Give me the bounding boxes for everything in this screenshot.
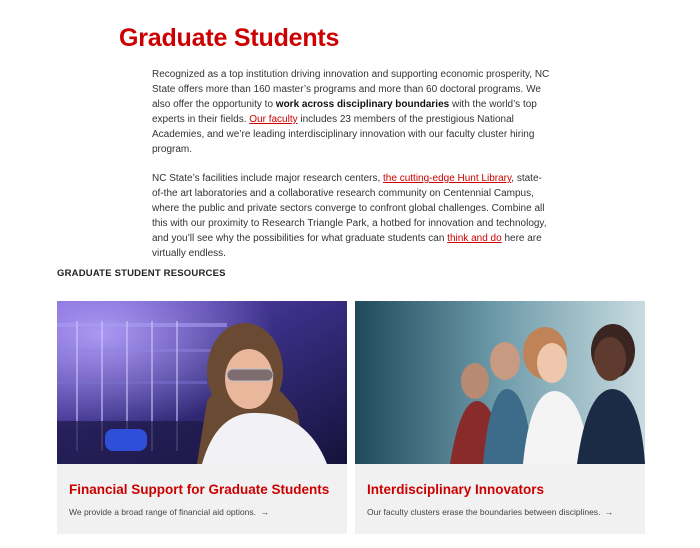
card-title[interactable]: Financial Support for Graduate Students (69, 482, 330, 497)
lab-researcher-photo (57, 301, 347, 464)
intro-text (152, 67, 552, 275)
card-description (69, 507, 269, 517)
card-description-text: Our faculty clusters erase the boundaries between disciplines. (367, 507, 601, 517)
card-description-text: We provide a broad range of financial aid options. (69, 507, 256, 517)
card-description (367, 507, 613, 517)
card-title[interactable]: Interdisciplinary Innovators (367, 482, 545, 497)
arrow-right-icon[interactable]: → (259, 507, 269, 517)
interdisciplinary-innovators-card[interactable] (355, 301, 645, 534)
intro-text-segment: , state-of-the art laboratories and a collaborative research community on Centennial Campus, where the public and private sectors converge to confront global challenges. Combine all this with our proximity to Research Triangle Park, a hotbed for innovation and technology, and you’ll see why the possibilities for what graduate students can (152, 173, 547, 244)
intro-text-segment: NC State’s facilities include major research centers, (152, 173, 384, 184)
intro-text-segment: here are virtually endless. (152, 233, 542, 259)
arrow-right-icon[interactable]: → (604, 507, 614, 517)
intro-paragraph-2 (152, 171, 552, 261)
hunt-library-link[interactable]: the cutting-edge Hunt Library (383, 173, 512, 184)
resources-heading: GRADUATE STUDENT RESOURCES (57, 268, 226, 279)
our-faculty-link[interactable]: Our faculty (249, 114, 298, 125)
financial-support-card[interactable] (57, 301, 347, 534)
page-title: Graduate Students (119, 24, 340, 52)
faculty-group-photo (355, 301, 645, 464)
intro-text-segment: includes 23 members of the prestigious National Academies, and we’re leading interdisciplinary innovation with our faculty cluster hiring program. (152, 114, 535, 155)
intro-bold-phrase: work across disciplinary boundaries (275, 99, 450, 110)
intro-text-segment: Recognized as a top institution driving innovation and supporting economic prosperity, NC State offers more than 160 master’s programs and more than 60 doctoral programs. We also offer the opportunity to (152, 69, 550, 110)
intro-text-segment: with the world’s top experts in their fields. (152, 99, 537, 125)
intro-paragraph-1 (152, 67, 552, 157)
think-and-do-link[interactable]: think and do (447, 233, 502, 244)
